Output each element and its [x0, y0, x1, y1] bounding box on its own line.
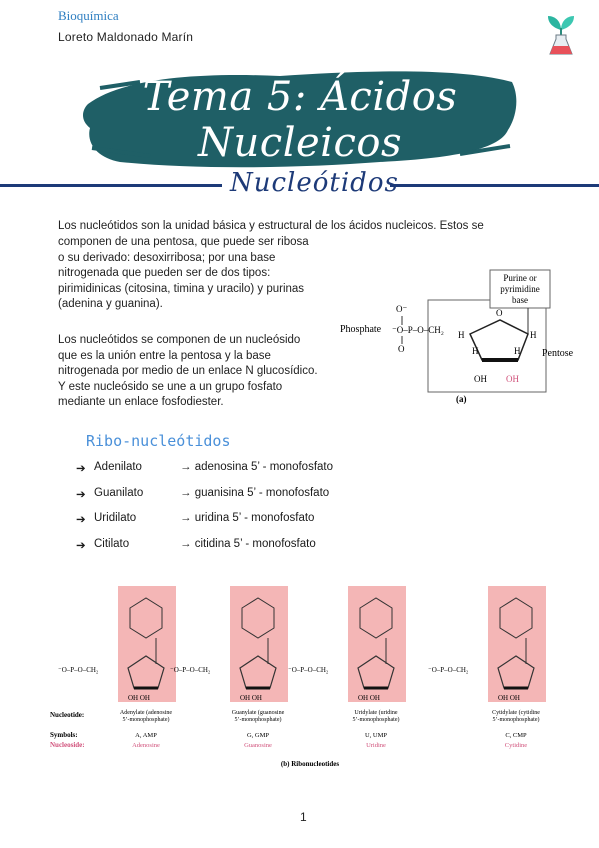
- nucleotide-structure-figure: [330, 242, 582, 408]
- subheading: Ribo-nucleótidos: [86, 432, 231, 450]
- nucleotide-symbol: G, GMP: [246, 732, 270, 739]
- phosphate-group: ⁻O–P–O–CH₂: [58, 666, 99, 674]
- svg-text:O: O: [496, 308, 503, 318]
- hydroxyl: OH OH: [358, 694, 380, 702]
- svg-text:O: O: [398, 344, 405, 354]
- nucleotide-name: 5’-monophosphate): [122, 717, 170, 723]
- page-number: 1: [300, 810, 307, 824]
- hydroxyl: OH OH: [240, 694, 262, 702]
- figure-caption: (a): [456, 394, 467, 404]
- list-item-desc: → uridina 5’ - monofosfato: [180, 512, 315, 524]
- arrow-icon: ➔: [76, 488, 86, 501]
- phosphate-group: ⁻O–P–O–CH₂: [428, 666, 469, 674]
- svg-text:OH: OH: [506, 374, 519, 384]
- row-label-nucleoside: Nucleoside:: [50, 741, 85, 749]
- svg-text:O⁻: O⁻: [396, 304, 408, 314]
- nucleotide-name: 5’-monophosphate): [352, 717, 400, 723]
- paragraph-text: componen de una pentosa, que puede ser ribosa o su derivado: desoxirribosa; por una base nitrogenada que pueden ser de dos tipos: pirimidinicas (citosina, timina y uracilo) y purinas (adenina y guanina).: [58, 236, 309, 311]
- paragraph-text: Los nucleótidos se componen de un nucleósido que es la unión entre la pentosa y la base nitrogenada por medio de un enlace N glucosídico. Y este nucleósido se une a un grupo fosfato mediante un enlace fosfodiester.: [58, 334, 318, 409]
- figure-caption: (b) Ribonucleotides: [280, 760, 340, 768]
- nucleotide-name: 5’-monophosphate): [234, 717, 282, 723]
- nucleoside-name: Guanosine: [244, 742, 272, 749]
- svg-text:⁻O–P–O–CH₂: ⁻O–P–O–CH₂: [392, 325, 444, 335]
- pentose-label: Pentose: [542, 348, 574, 359]
- nucleoside-name: Uridine: [366, 742, 386, 749]
- base-highlight: [348, 586, 406, 702]
- list-item: [76, 461, 333, 487]
- svg-text:H: H: [514, 346, 521, 356]
- base-label: pyrimidine: [500, 284, 540, 294]
- section-heading: Nucleótidos: [230, 168, 399, 198]
- base-label: base: [512, 295, 528, 305]
- ribonucleotide-list: [76, 461, 333, 563]
- plant-flask-logo-icon: [544, 8, 578, 58]
- list-item-name: Guanilato: [94, 486, 144, 499]
- base-label: Purine or: [503, 273, 537, 283]
- svg-text:H: H: [458, 330, 465, 340]
- base-highlight: [230, 586, 288, 702]
- row-label-symbols: Symbols:: [50, 731, 78, 739]
- subject-label: Bioquímica: [58, 8, 119, 23]
- base-highlight: [488, 586, 546, 702]
- list-item-desc: → adenosina 5’ - monofosfato: [180, 461, 333, 473]
- page-title: Tema 5: Ácidos Nucleicos: [142, 74, 458, 166]
- phosphate-group: ⁻O–P–O–CH₂: [288, 666, 329, 674]
- ribonucleotides-figure: [50, 584, 570, 772]
- section-divider-left: [0, 184, 222, 187]
- svg-text:OH: OH: [474, 374, 487, 384]
- arrow-icon: ➔: [76, 539, 86, 552]
- arrow-icon: ➔: [76, 514, 86, 526]
- svg-text:H: H: [472, 346, 479, 356]
- svg-text:H: H: [530, 330, 537, 340]
- hydroxyl: OH OH: [128, 694, 150, 702]
- arrow-icon: ➔: [76, 463, 86, 475]
- author-name: Loreto Maldonado Marín: [58, 30, 194, 44]
- nucleotide-name: Guanylate (guanosine: [231, 710, 285, 716]
- nucleotide-name: 5’-monophosphate): [492, 717, 540, 723]
- nucleoside-name: Cytidine: [504, 742, 528, 749]
- list-item-name: Citilato: [94, 537, 130, 550]
- phosphate-group: ⁻O–P–O–CH₂: [170, 666, 211, 674]
- nucleotide-name: Cytidylate (cytidine: [492, 710, 540, 716]
- nucleotide-symbol: C, CMP: [505, 732, 527, 739]
- base-highlight: [118, 586, 176, 702]
- list-item: [76, 538, 333, 564]
- nucleotide-name: Uridylate (uridine: [354, 710, 398, 716]
- nucleotide-symbol: U, UMP: [364, 732, 388, 739]
- list-item-name: Adenilato: [94, 461, 142, 473]
- nucleotide-name: Adenylate (adenosine: [119, 710, 173, 716]
- list-item-desc: → citidina 5’ - monofosfato: [180, 537, 316, 550]
- hydroxyl: OH OH: [498, 694, 520, 702]
- list-item-desc: → guanisina 5’ - monofosfato: [180, 486, 330, 499]
- phosphate-label: Phosphate: [340, 324, 382, 335]
- section-divider-right: [390, 184, 599, 187]
- list-item: [76, 512, 333, 538]
- row-label-nucleotide: Nucleotide:: [50, 711, 85, 719]
- nucleotide-symbol: A, AMP: [135, 732, 157, 739]
- list-item: [76, 487, 333, 513]
- nucleoside-name: Adenosine: [132, 742, 160, 749]
- paragraph-line: Los nucleótidos son la unidad básica y estructural de los ácidos nucleicos. Estos se: [58, 220, 484, 232]
- list-item-name: Uridilato: [94, 512, 137, 524]
